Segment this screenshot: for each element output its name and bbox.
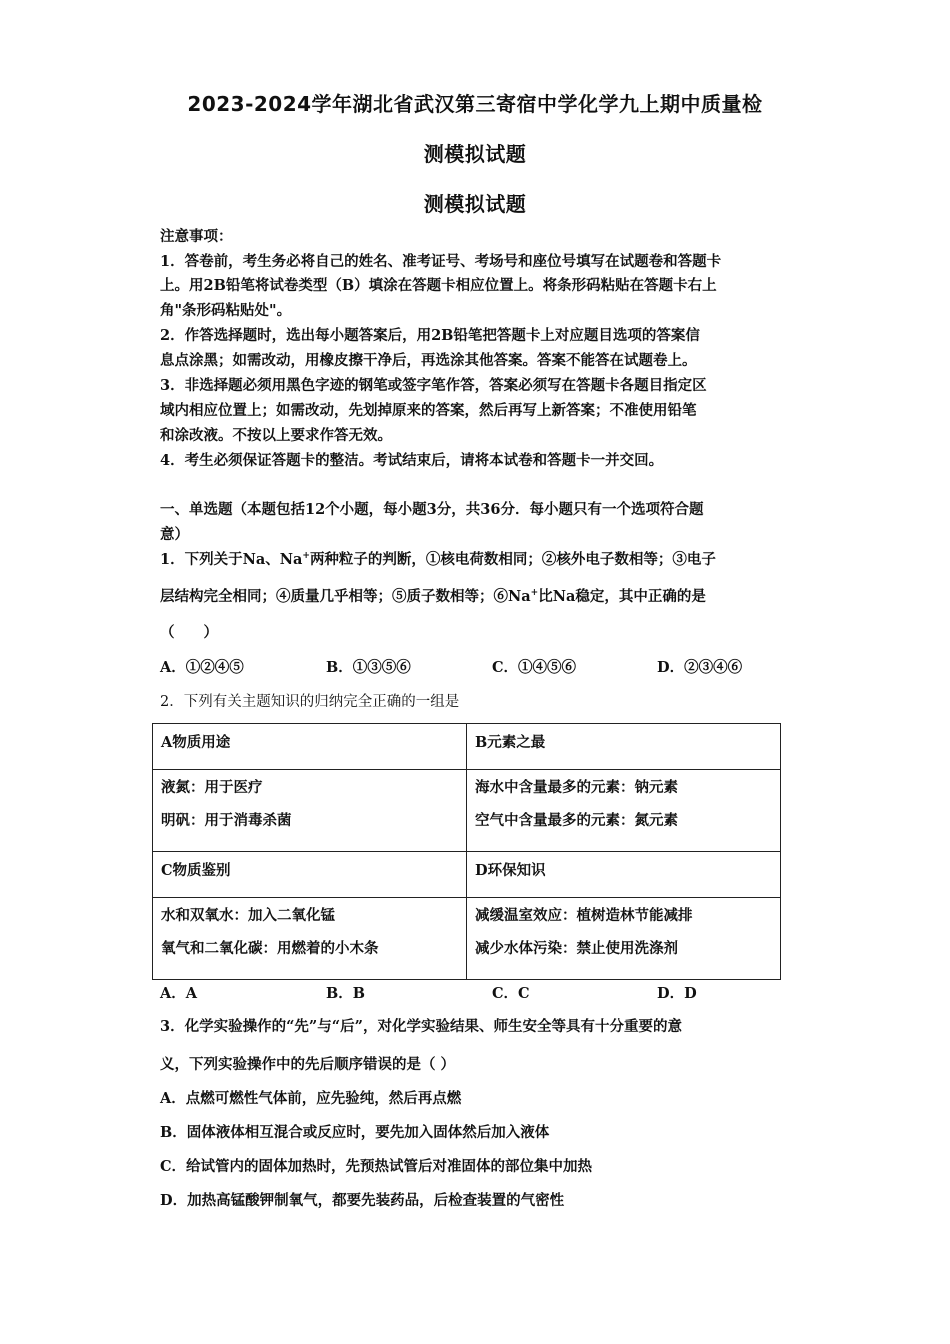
section-heading: 一、单选题（本题包括12个小题，每小题3分，共36分．每小题只有一个选项符合题 <box>160 501 704 518</box>
notice-line: 角"条形码粘贴处"。 <box>160 302 292 319</box>
table-item: 氧气和二氧化碳：用燃着的小木条 <box>161 940 379 957</box>
q1-stem-line-3: （ ） <box>160 624 218 641</box>
q1-options <box>160 658 800 678</box>
q3-stem-line-2: 义，下列实验操作中的先后顺序错误的是（ ） <box>160 1056 456 1073</box>
table-head-b: B元素之最 <box>467 724 781 770</box>
notice-line: 和涂改液。不按以上要求作答无效。 <box>160 427 392 444</box>
q1-option-a[interactable]: A．①②④⑤ <box>160 659 244 676</box>
table-item: 液氮：用于医疗 <box>161 779 263 796</box>
q2-options <box>160 984 800 1004</box>
table-item: 减缓温室效应：植树造林节能减排 <box>475 907 693 924</box>
q3-stem-line-1: 3．化学实验操作的“先”与“后”，对化学实验结果、师生安全等具有十分重要的意 <box>160 1018 682 1035</box>
table-head-d: D环保知识 <box>467 852 781 898</box>
q1-option-c[interactable]: C．①④⑤⑥ <box>492 659 577 676</box>
q2-knowledge-table <box>152 723 781 980</box>
notice-line: 3．非选择题必须用黑色字迹的钢笔或签字笔作答，答案必须写在答题卡各题目指定区 <box>160 377 707 394</box>
title-line-1: 2023-2024学年湖北省武汉第三寄宿中学化学九上期中质量检 <box>187 92 763 116</box>
q2-option-c[interactable]: C．C <box>492 985 530 1002</box>
q3-option-b[interactable]: B．固体液体相互混合或反应时，要先加入固体然后加入液体 <box>160 1124 550 1141</box>
table-item: 减少水体污染：禁止使用洗涤剂 <box>475 940 678 957</box>
title-line-3: 测模拟试题 <box>423 192 527 216</box>
q1-option-b[interactable]: B．①③⑤⑥ <box>326 659 411 676</box>
q3-option-c[interactable]: C．给试管内的固体加热时，先预热试管后对准固体的部位集中加热 <box>160 1158 593 1175</box>
notice-line: 2．作答选择题时，选出每小题答案后，用2B铅笔把答题卡上对应题目选项的答案信 <box>160 327 700 344</box>
notice-line: 息点涂黑；如需改动，用橡皮擦干净后，再选涂其他答案。答案不能答在试题卷上。 <box>160 352 697 369</box>
q1-stem-line-1: 1．下列关于Na、Na+两种粒子的判断，①核电荷数相同；②核外电子数相等；③电子 <box>160 551 716 568</box>
table-cell-b <box>467 770 781 852</box>
section-heading-cont: 意） <box>160 526 189 543</box>
notice-heading: 注意事项： <box>160 228 233 245</box>
notice-line: 1．答卷前，考生务必将自己的姓名、准考证号、考场号和座位号填写在试题卷和答题卡 <box>160 253 722 270</box>
table-item: 空气中含量最多的元素：氮元素 <box>475 812 678 829</box>
q2-option-b[interactable]: B．B <box>326 985 366 1002</box>
q2-option-a[interactable]: A．A <box>160 985 198 1002</box>
table-cell-a <box>153 770 467 852</box>
q2-stem: 2．下列有关主题知识的归纳完全正确的一组是 <box>160 694 460 710</box>
table-item: 海水中含量最多的元素：钠元素 <box>475 779 678 796</box>
table-cell-c <box>153 898 467 980</box>
notice-line: 4．考生必须保证答题卡的整洁。考试结束后，请将本试卷和答题卡一并交回。 <box>160 452 664 469</box>
table-head-a: A物质用途 <box>153 724 467 770</box>
q2-option-d[interactable]: D．D <box>657 985 697 1002</box>
q1-option-d[interactable]: D．②③④⑥ <box>657 659 743 676</box>
notice-line: 域内相应位置上；如需改动，先划掉原来的答案，然后再写上新答案；不准使用铅笔 <box>160 402 697 419</box>
table-item: 明矾：用于消毒杀菌 <box>161 812 292 829</box>
q3-option-d[interactable]: D．加热高锰酸钾制氧气，都要先装药品，后检查装置的气密性 <box>160 1192 565 1209</box>
title-line-2: 测模拟试题 <box>423 142 527 166</box>
table-head-c: C物质鉴别 <box>153 852 467 898</box>
q3-option-a[interactable]: A．点燃可燃性气体前，应先验纯，然后再点燃 <box>160 1090 462 1107</box>
q1-stem-line-2: 层结构完全相同；④质量几乎相等；⑤质子数相等；⑥Na+比Na稳定，其中正确的是 <box>160 588 706 605</box>
table-cell-d <box>467 898 781 980</box>
table-item: 水和双氧水：加入二氧化锰 <box>161 907 335 924</box>
notice-line: 上。用2B铅笔将试卷类型（B）填涂在答题卡相应位置上。将条形码粘贴在答题卡右上 <box>160 277 717 294</box>
